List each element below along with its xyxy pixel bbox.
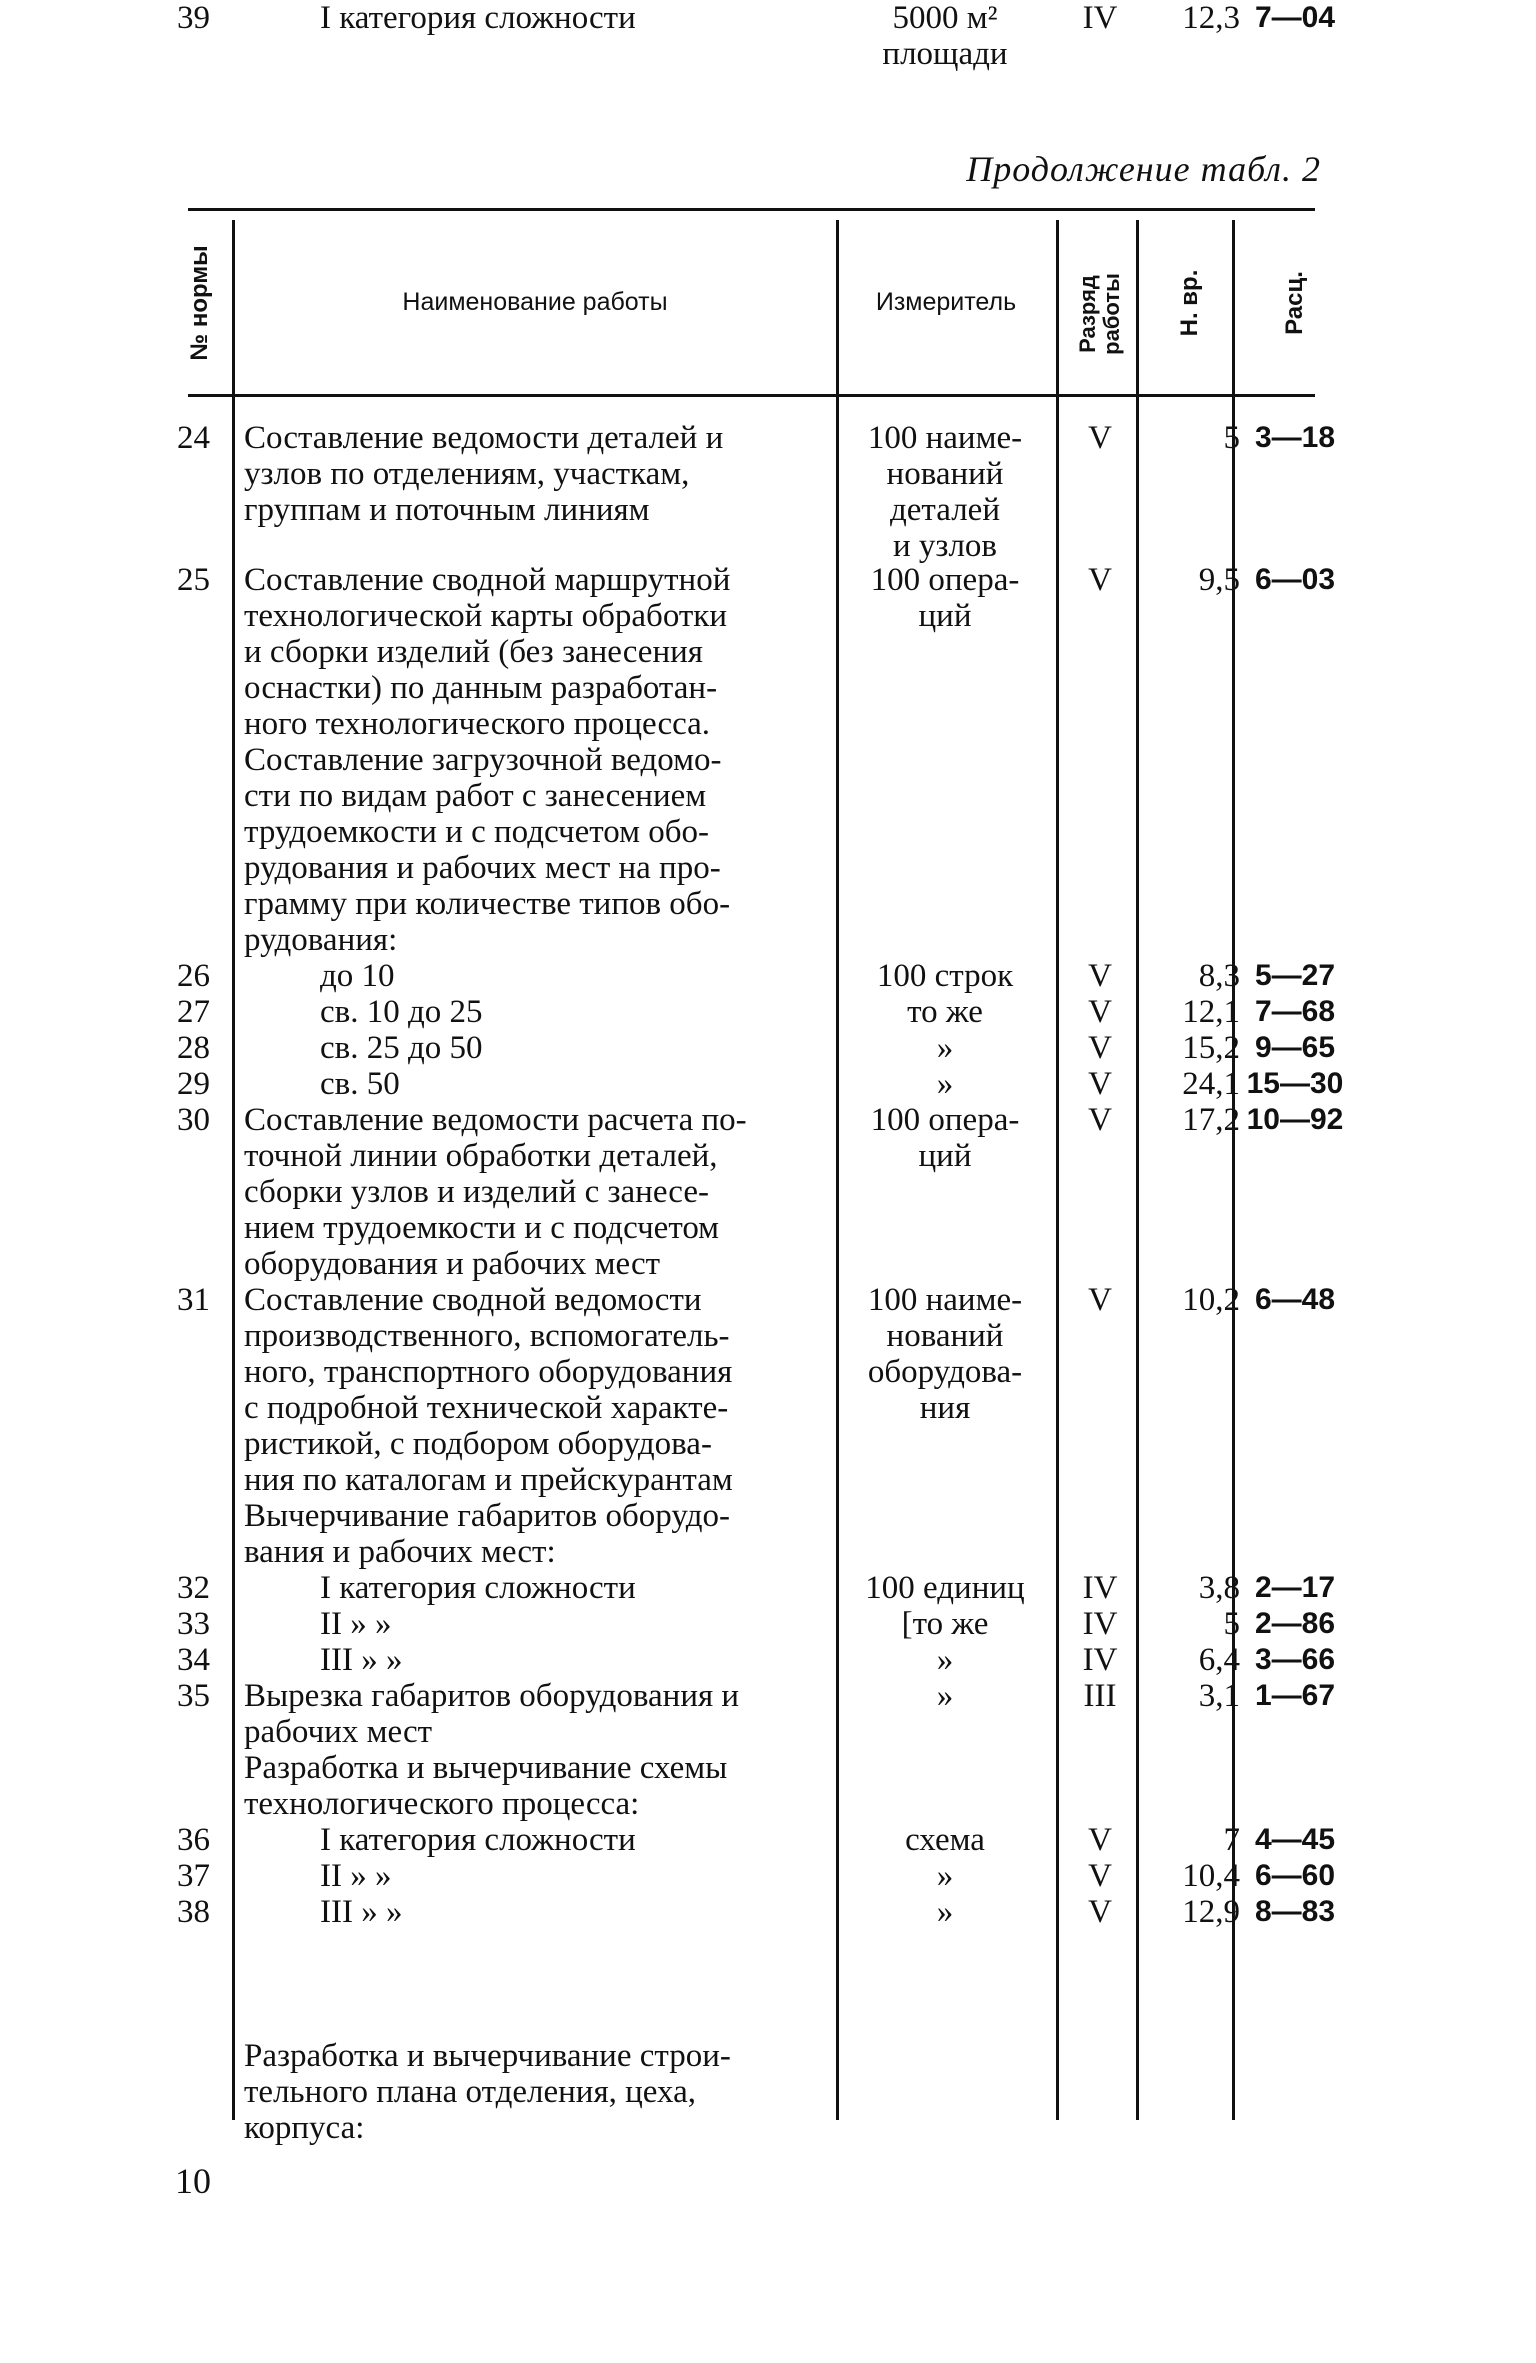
measure-unit-line: 100 наиме-: [867, 1282, 1023, 1318]
work-name-line: рудования и рабочих мест на про-: [244, 850, 721, 886]
work-name-line: Вычерчивание габаритов оборудо-: [244, 1498, 731, 1534]
work-name: [244, 1102, 824, 1282]
measure-unit-line: »: [936, 1678, 954, 1714]
measure-unit-line: схема: [905, 1822, 985, 1858]
measure-unit: [840, 1894, 1050, 1930]
work-name-line: I категория сложности: [320, 1822, 636, 1858]
time-norm: 12,3: [1182, 0, 1240, 36]
rate-value: 6—60: [1254, 1859, 1336, 1892]
work-grade: IV: [1082, 1642, 1118, 1678]
measure-unit: [840, 1066, 1050, 1102]
time-norm: 5: [1223, 1606, 1240, 1642]
row-number: 24: [177, 420, 210, 456]
time-norm: 10,2: [1182, 1282, 1240, 1318]
measure-unit-line: »: [936, 1066, 954, 1102]
rate-value: 7—68: [1254, 995, 1336, 1028]
measure-unit: [840, 958, 1050, 994]
time-norm: 10,4: [1182, 1858, 1240, 1894]
time-norm: 5: [1223, 420, 1240, 456]
work-grade: V: [1088, 562, 1112, 598]
rate-value: 4—45: [1254, 1823, 1336, 1856]
work-name-line: III » »: [320, 1894, 403, 1930]
measure-unit: [840, 562, 1050, 634]
rate-value: 3—66: [1254, 1643, 1336, 1676]
row-number: 28: [177, 1030, 210, 1066]
work-name-line: рудования:: [244, 922, 398, 958]
measure-unit-line: то же: [907, 994, 983, 1030]
time-norm: 12,1: [1182, 994, 1240, 1030]
rate-value: 3—18: [1254, 421, 1336, 454]
work-grade: IV: [1082, 1606, 1118, 1642]
work-name-line: Разработка и вычерчивание строи-: [244, 2038, 731, 2074]
work-grade: V: [1088, 1858, 1112, 1894]
work-grade: III: [1083, 1678, 1117, 1714]
work-name: [320, 1894, 900, 1930]
time-norm: 15,2: [1182, 1030, 1240, 1066]
table-continuation-caption: Продолжение табл. 2: [966, 149, 1321, 189]
measure-unit-line: 5000 м²: [892, 0, 998, 36]
row-number: 35: [177, 1678, 210, 1714]
work-name: [244, 1498, 824, 1570]
work-name-line: III » »: [320, 1642, 403, 1678]
work-name-line: сборки узлов и изделий с занесе-: [244, 1174, 709, 1210]
time-norm: 17,2: [1182, 1102, 1240, 1138]
row-number: 31: [177, 1282, 210, 1318]
measure-unit-line: нований: [886, 456, 1004, 492]
header-hours: Н. вр.: [1176, 269, 1203, 337]
work-name-line: узлов по отделениям, участкам,: [244, 456, 690, 492]
work-name-line: св. 50: [320, 1066, 400, 1102]
row-number: 37: [177, 1858, 210, 1894]
rate-value: 10—92: [1246, 1103, 1344, 1136]
work-name-line: I категория сложности: [320, 0, 636, 36]
measure-unit-line: 100 опера-: [870, 1102, 1020, 1138]
work-name: [244, 562, 824, 742]
row-number: 26: [177, 958, 210, 994]
measure-unit-line: 100 наиме-: [867, 420, 1023, 456]
row-number: 30: [177, 1102, 210, 1138]
work-grade: V: [1088, 1030, 1112, 1066]
work-grade: IV: [1082, 1570, 1118, 1606]
work-name: [320, 1642, 900, 1678]
work-name-line: Разработка и вычерчивание схемы: [244, 1750, 728, 1786]
rate-value: 8—83: [1254, 1895, 1336, 1928]
work-name-line: до 10: [320, 958, 395, 994]
work-name-line: сти по видам работ с занесением: [244, 778, 707, 814]
work-name-line: св. 10 до 25: [320, 994, 483, 1030]
row-number: 33: [177, 1606, 210, 1642]
work-name-line: грамму при количестве типов обо-: [244, 886, 731, 922]
row-number: 38: [177, 1894, 210, 1930]
work-name: [320, 1822, 900, 1858]
rate-value: 15—30: [1246, 1067, 1344, 1100]
table-top-rule: [188, 208, 1315, 211]
measure-unit-line: »: [936, 1894, 954, 1930]
work-grade: V: [1088, 994, 1112, 1030]
measure-unit-line: [то же: [901, 1606, 989, 1642]
work-grade: V: [1088, 1102, 1112, 1138]
rate-value: 6—03: [1254, 563, 1336, 596]
work-name-line: Составление загрузочной ведомо-: [244, 742, 722, 778]
work-name: [320, 994, 900, 1030]
work-name-line: оснастки) по данным разработан-: [244, 670, 718, 706]
column-divider: [1056, 220, 1059, 2120]
work-name: [320, 1570, 900, 1606]
work-name-line: Составление ведомости расчета по-: [244, 1102, 747, 1138]
work-name-line: технологического процесса:: [244, 1786, 640, 1822]
work-name: [320, 1066, 900, 1102]
row-number: 29: [177, 1066, 210, 1102]
work-name-line: Составление ведомости деталей и: [244, 420, 724, 456]
work-name-line: II » »: [320, 1858, 392, 1894]
header-grade: Разряд работы: [1075, 273, 1124, 355]
measure-unit: [840, 1282, 1050, 1426]
measure-unit-line: 100 единиц: [865, 1570, 1025, 1606]
time-norm: 24,1: [1182, 1066, 1240, 1102]
time-norm: 9,5: [1198, 562, 1240, 598]
header-measure: Измеритель: [875, 288, 1017, 316]
work-name: [320, 0, 900, 36]
work-name-line: Составление сводной ведомости: [244, 1282, 702, 1318]
work-grade: IV: [1082, 0, 1118, 36]
measure-unit: [840, 1102, 1050, 1174]
measure-unit-line: 100 опера-: [870, 562, 1020, 598]
measure-unit: [840, 420, 1050, 564]
rate-value: 9—65: [1254, 1031, 1336, 1064]
measure-unit: [840, 0, 1050, 72]
rate-value: 5—27: [1254, 959, 1336, 992]
time-norm: 3,1: [1198, 1678, 1240, 1714]
work-name-line: трудоемкости и с подсчетом обо-: [244, 814, 709, 850]
row-number: 32: [177, 1570, 210, 1606]
measure-unit: [840, 1606, 1050, 1642]
measure-unit-line: и узлов: [893, 528, 997, 564]
work-name-line: производственного, вспомогатель-: [244, 1318, 730, 1354]
work-grade: V: [1088, 1894, 1112, 1930]
work-name-line: корпуса:: [244, 2110, 365, 2146]
work-name-line: вания и рабочих мест:: [244, 1534, 556, 1570]
work-name: [320, 1030, 900, 1066]
work-name: [320, 1606, 900, 1642]
measure-unit-line: оборудова-: [867, 1354, 1023, 1390]
measure-unit: [840, 1642, 1050, 1678]
work-name-line: ристикой, с подбором оборудова-: [244, 1426, 712, 1462]
work-name-line: тельного плана отделения, цеха,: [244, 2074, 696, 2110]
work-name: [320, 958, 900, 994]
column-divider: [232, 220, 235, 2120]
row-number: 36: [177, 1822, 210, 1858]
measure-unit: [840, 1570, 1050, 1606]
page-number: 10: [175, 2161, 211, 2201]
measure-unit-line: ций: [918, 1138, 972, 1174]
measure-unit: [840, 1858, 1050, 1894]
rate-value: 6—48: [1254, 1283, 1336, 1316]
work-name-line: и сборки изделий (без занесения: [244, 634, 703, 670]
measure-unit: [840, 1678, 1050, 1714]
measure-unit-line: »: [936, 1858, 954, 1894]
work-name-line: точной линии обработки деталей,: [244, 1138, 718, 1174]
table-header-rule: [188, 394, 1315, 397]
work-name-line: группам и поточным линиям: [244, 492, 650, 528]
work-grade: V: [1088, 1066, 1112, 1102]
work-name-line: с подробной технической характе-: [244, 1390, 729, 1426]
row-number: 39: [177, 0, 210, 36]
header-rate: Расц.: [1281, 271, 1308, 335]
work-name: [244, 742, 824, 958]
measure-unit-line: ций: [918, 598, 972, 634]
measure-unit-line: ния: [919, 1390, 971, 1426]
work-name-line: св. 25 до 50: [320, 1030, 483, 1066]
row-number: 25: [177, 562, 210, 598]
row-number: 34: [177, 1642, 210, 1678]
work-name-line: рабочих мест: [244, 1714, 433, 1750]
measure-unit-line: »: [936, 1642, 954, 1678]
measure-unit: [840, 1030, 1050, 1066]
measure-unit-line: нований: [886, 1318, 1004, 1354]
work-name-line: Вырезка габаритов оборудования и: [244, 1678, 740, 1714]
measure-unit-line: 100 строк: [876, 958, 1014, 994]
work-grade: V: [1088, 1822, 1112, 1858]
time-norm: 8,3: [1198, 958, 1240, 994]
rate-value: 1—67: [1254, 1679, 1336, 1712]
measure-unit: [840, 1822, 1050, 1858]
header-number: № нормы: [186, 245, 213, 361]
time-norm: 6,4: [1198, 1642, 1240, 1678]
rate-value: 2—86: [1254, 1607, 1336, 1640]
rate-value: 7—04: [1254, 1, 1336, 34]
measure-unit-line: деталей: [890, 492, 1000, 528]
header-name: Наименование работы: [402, 288, 668, 316]
work-name-line: нием трудоемкости и с подсчетом: [244, 1210, 720, 1246]
work-name: [244, 420, 824, 528]
time-norm: 7: [1223, 1822, 1240, 1858]
work-grade: V: [1088, 420, 1112, 456]
work-name: [244, 1282, 824, 1498]
measure-unit-line: »: [936, 1030, 954, 1066]
work-name: [244, 1750, 824, 1822]
work-grade: V: [1088, 958, 1112, 994]
work-name-line: оборудования и рабочих мест: [244, 1246, 661, 1282]
work-name-line: ния по каталогам и прейскурантам: [244, 1462, 733, 1498]
work-name-line: технологической карты обработки: [244, 598, 727, 634]
time-norm: 3,8: [1198, 1570, 1240, 1606]
measure-unit: [840, 994, 1050, 1030]
rate-value: 2—17: [1254, 1571, 1336, 1604]
row-number: 27: [177, 994, 210, 1030]
time-norm: 12,9: [1182, 1894, 1240, 1930]
work-grade: V: [1088, 1282, 1112, 1318]
work-name-line: ного технологического процесса.: [244, 706, 711, 742]
measure-unit-line: площади: [882, 36, 1008, 72]
work-name: [320, 1858, 900, 1894]
work-name-line: II » »: [320, 1606, 392, 1642]
work-name-line: I категория сложности: [320, 1570, 636, 1606]
work-name: [244, 1678, 824, 1750]
work-name-line: Составление сводной маршрутной: [244, 562, 731, 598]
work-name: [244, 2038, 824, 2146]
work-name-line: ного, транспортного оборудования: [244, 1354, 733, 1390]
